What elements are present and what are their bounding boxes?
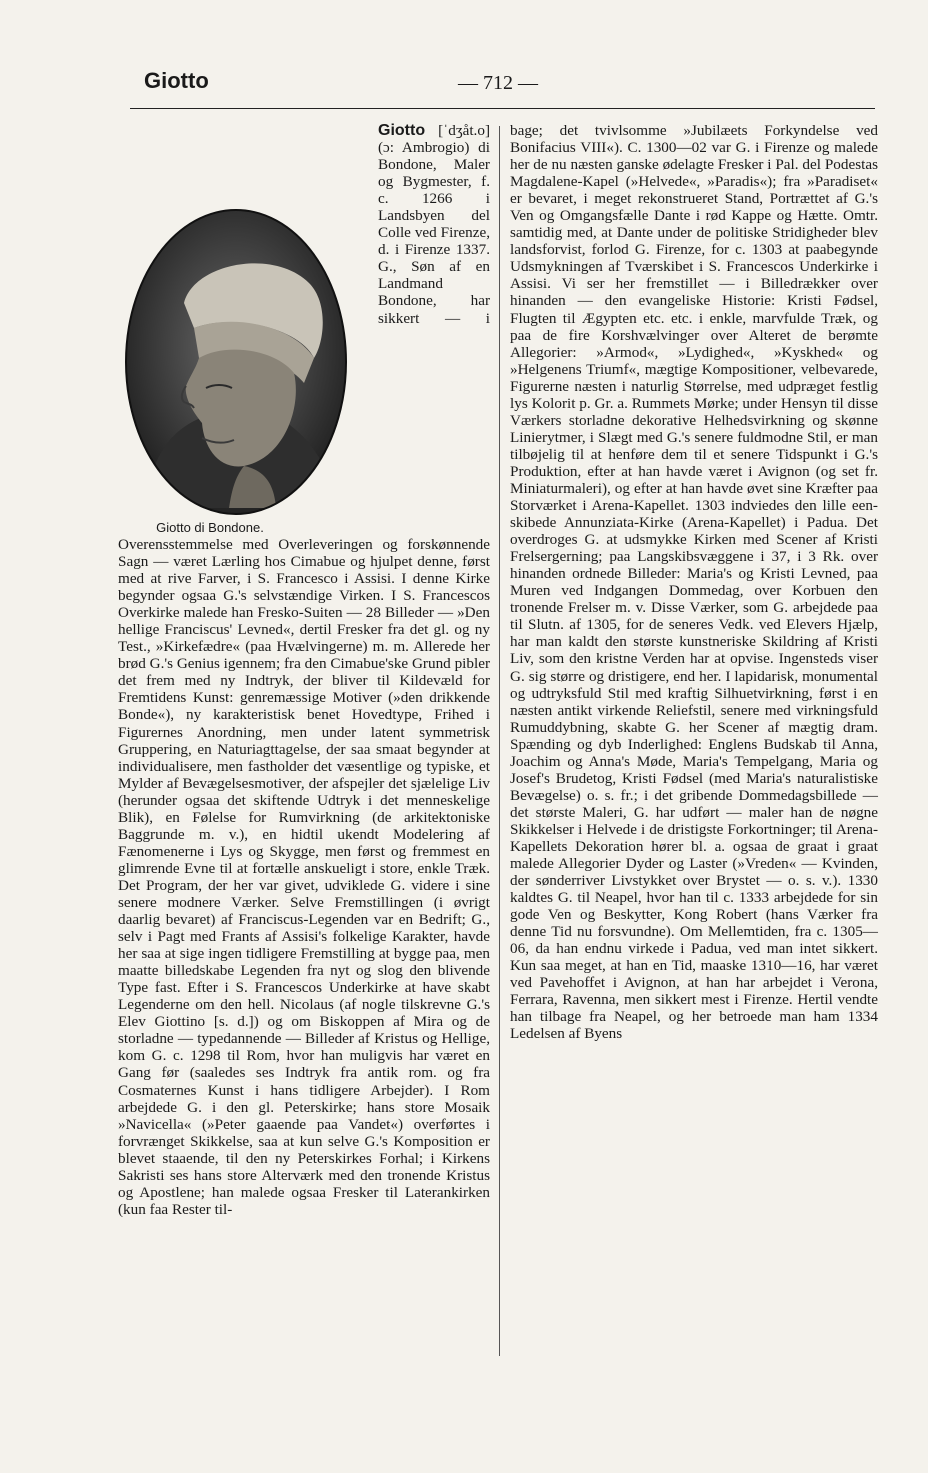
left-column-text: [ˈdʒåt.o] (ɔ: Ambrogio) di Bondone, Maler og Bygmester, f. c. 1266 i Landsbyen del Colle ved Firenze, d. i Firenze 1337. G., Søn af en Landmand Bondone, har sikkert — i Overensstemmelse med Overleveringen og forskønnende Sagn — været Lærling hos Cimabue og hjulpet denne, først med at rive Farver, i S. Francesco i Assisi. I denne Kirke begynder ogsaa G.'s selvstændige Virken. I S. Francescos Overkirke malede han Fresko-Suiten — 28 Billeder — »Den hellige Franciscus' Levned«, dertil Fresker fra det gl. og ny Test., »Kirkefædre« (paa Hvælvingerne) m. m. Allerede her brød G.'s Genius igennem; fra den Cimabue'ske Grund pibler det frem med ny Indtryk, der bliver til Kildevæld for Fremtidens Kunst: genremæssige Motiver (»den drikkende Bonde«), ny karakteristisk benet Hovedtype, Frihed i Figurernes Anordning, men under latent symmetrisk Gruppering, en Naturiagttagelse, der saa smaat begynder at individualisere, men fastholder det væsentlige og typiske, et Mylder af Bevægelsesmotiver, der afspejler det sjælelige Liv (herunder ogsaa det skiftende Udtryk i det menneskelige Blik), en Følelse for Rumvirkning (de arkitektoniske Baggrunde m. v.), en hidtil ukendt Modelering af Fænomenerne i Lys og Skygge, men først og fremmest en glimrende Evne til at fortælle anskueligt i store, enkle Træk. Det Program, der her var givet, udviklede G. videre i sine senere modnere Værker. Selve Fremstillingen (i øvrigt daarlig bevaret) af Franciscus-Legenden var en Bedrift; G., selv i Pagt med Frants af Assisi's folkelige Karakter, havde her saa at sige ingen tidligere Fremstilling at bygge paa, men maatte billedskabe Legenden fra nyt og slog den blivende Type fast. Efter i S. Francescos Underkirke at have skabt Legenderne om den hell. Nicolaus (af nogle tilskrevne G.'s Elev Giottino [s. d.]) og om Biskoppen af Mira og de storladne — typedannende — Billeder af Kristus og Hellige, kom G. c. 1298 til Rom, hvor han muligvis har været en Gang før (saaledes ses Indtryk fra antik rom. og fra Cosmaternes Kunst i hans tidligere Arbejder). I Rom arbejdede G. i den gl. Peterskirke; hans store Mosaik »Navicella« (»Peter gaaende paa Vandet«) overførtes i forvrænget Skikkelse, saa at kun selve G.'s Komposition er blevet staaende, til den ny Peterskirkes Forhal; i Kirkens Sakristi ses hans store Alterværk med den tronende Kristus og Apostlene; han malede ogsaa Fresker til Laterankirken (kun faa Rester til- xyxy=(118,122,490,1218)
left-column xyxy=(118,122,490,1218)
column-divider xyxy=(499,126,500,1356)
article-paragraph xyxy=(118,122,490,1218)
entry-headword: Giotto xyxy=(378,122,426,139)
running-head-title: Giotto xyxy=(144,68,209,93)
portrait-figure xyxy=(110,124,370,536)
giotto-portrait-image xyxy=(124,208,349,516)
header-rule xyxy=(130,108,875,109)
right-column-text: bage; det tvivlsomme »Jubilæets Forkyndelse ved Bonifacius VIII«). C. 1300—02 var G. i Firenze og malede her de nu næsten ganske ødelagte Fresker i Pal. del Podestas Magdalene-Kapel (»Helvede«, »Paradis«); fra »Paradiset« er bevaret, i meget rekonstrueret Stand, Portrættet af G.'s Ven og Omgangsfælle Dante i rød Kappe og Hætte. Omtr. samtidig med, at Dante under de politiske Stridigheder blev landsforvist, forlod G. Firenze, for c. 1303 at paabegynde Udsmykningen af Tværskibet i S. Francescos Underkirke i Assisi. Vi ser her fremstillet — i Billedrækker over hinanden — den evangeliske Historie: Kristi Fødsel, Flugten til Ægypten etc. etc. i enkle, marvfulde Træk, og paa de fire Korshvælvinger over Alteret de berømte Allegorier: »Armod«, »Lydighed«, »Kyskhed« og »Helgenens Triumf«, mægtige Kompositioner, velbevarede, Figurerne næsten i naturlig Størrelse, med udpræget festlig lys Kolorit p. Gr. a. Rummets Mørke; under Hensyn til disse Værkers storladne dekorative Helhedsvirkning og skønne Linierytmer, i Slægt med G.'s senere fuldmodne Stil, er man tilbøjelig til at henføre dem til et senere Tidspunkt i G.'s Produktion, efter at han havde været i Avignon (og set fr. Miniaturmaleri), og efter at han havde øvet sine Kræfter paa Storværket i Arena-Kapellet. 1303 indviedes den lille een-skibede Annunziata-Kirke (Arena-Kapellet) i Padua. Det overdroges G. at udsmykke Kirken med Scener af Kristi Frelsergerning; paa Langskibsvæggene i 37, i 3 Rk. over hinanden ordnede Billeder: Maria's og Kristi Levned, paa Muren ved Indgangen Dommedag, over Korbuen den tronende Frelser m. v. Disse Værker, som G. arbejdede paa til Slutn. af 1305, for de seneres Vedk. ved Elevers Hjælp, har man kaldt den største kunstneriske Skildring af Kristi Liv, som den kristne Verden har at opvise. Ingensteds viser G. sig større og dristigere, end her. I lapidarisk, monumental og udtryksfuld Stil med kraftig Silhuetvirkning, først i en næsten antikt virkende Reliefstil, senere med virkningsfuld Rumuddybning, skabte G. her Scener af mægtig dram. Spænding og dyb Inderlighed: Englens Budskab til Anna, Joachim og Anna's Møde, Maria's Tempelgang, Maria og Josef's Brudetog, Kristi Fødsel (med Maria's naturalistiske Bevægelse) o. s. fr.; i det gribende Dommedagsbillede — det største Maleri, G. har udført — maler han de nøgne Skikkelser i Helvede i de dristigste Forkortninger; til Arena-Kapellets Dekoration hører bl. a. ogsaa de graat i graat malede Allegorier Dyder og Laster (»Vreden« — Kvinden, der sønderriver Livstykket over Brystet — o. s. v.). 1330 kaldtes G. til Neapel, hvor han til c. 1333 arbejdede for sin gode Ven og Beskytter, Kong Robert (hans Værker fra denne Tid nu forsvundne). Om Mellemtiden, fra c. 1305—06, da han endnu virkede i Padua, ved man intet sikkert. Kun saa meget, at han en Tid, maaske 1310—16, har været ved Pavehoffet i Avignon, at han har arbejdet i Verona, Ferrara, Ravenna, men sikkert mest i Firenze. Hertil vendte han tilbage fra Neapel, og her betroede man ham 1334 Ledelsen af Byens xyxy=(510,122,878,1043)
page-number: — 712 — xyxy=(458,72,538,94)
right-column xyxy=(510,122,878,1043)
portrait-caption: Giotto di Bondone. xyxy=(156,520,264,535)
